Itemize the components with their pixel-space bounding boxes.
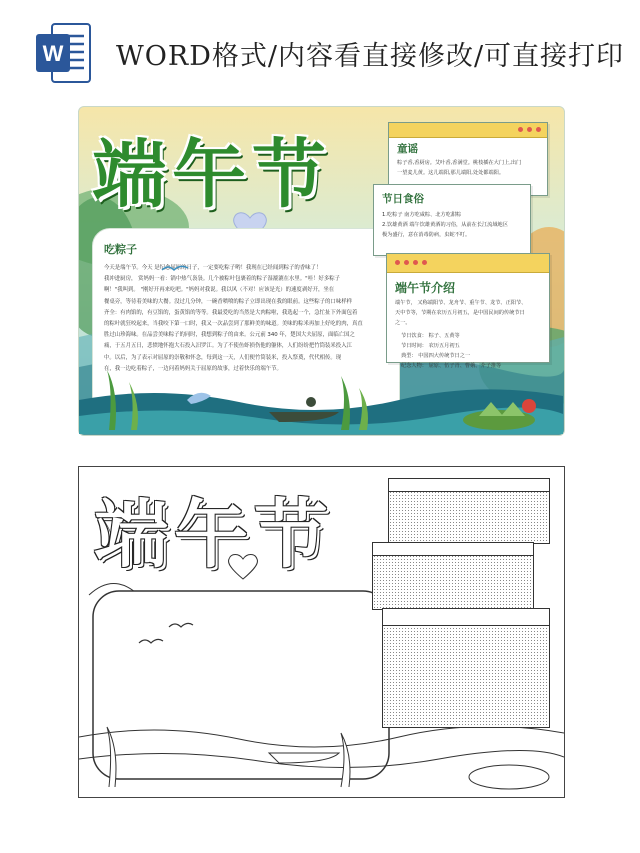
intro-title: 端午节介绍 <box>395 281 456 295</box>
food-line: 2.饮雄黄酒 端午饮雄黄酒的习俗，从前在长江流域地区 <box>382 221 508 228</box>
notepad-header-bar <box>387 254 549 273</box>
intro-line: 天中节等，节期在农历五月初五，是中国民间的传统节日 <box>395 309 525 316</box>
food-customs-notepad <box>373 184 531 256</box>
intro-fact: 节日时间： 农历五月初五 <box>401 343 460 350</box>
notepad-header-bar <box>389 123 547 138</box>
intro-line: 之一。 <box>395 319 411 326</box>
outline-title: 端午节 <box>94 492 334 578</box>
body-line: 我冲进厨房， 赏妈妈一看：锅中热气袅袅。几个被粽叶包裹着的粽子湿漉漉在水里。"哇！好多粽子 <box>104 276 340 283</box>
outline-notepad-2 <box>372 542 534 610</box>
svg-text:W: W <box>42 41 64 66</box>
body-line: 的粽叶就狂咬起来，当我咬下第一口时，我又一次品尝到了那鲜美的味道。美味的粽米再加上好吃的肉，真直 <box>104 321 363 328</box>
river-scene-illustration <box>79 330 563 434</box>
body-line: 今天是端午节。今天 是纪念屈原的日子，一定要吃粽子哟！我现在已经闻到粽子的香味了！ <box>104 265 322 271</box>
bird-icon <box>160 262 190 276</box>
intro-fact: 典型： 中国四大传统节日之一 <box>401 352 471 359</box>
food-title: 节日食俗 <box>382 193 424 205</box>
body-line: 餐桌旁，等待着美味的大餐。没过几分钟，一碗香喷喷的粽子立即出现在我的眼前。这些粽子的口味样样 <box>104 298 352 305</box>
rhyme-line: 粽子香,香厨房。艾叶香,香满堂。桃枝插在大门上,出门 <box>397 160 522 166</box>
body-line: 痛，于五月五日，悲愤地怀抱大石投入汨罗江。为了不使鱼虾损伤他的躯体，人们纷纷把竹筒装米投入江 <box>104 343 352 350</box>
main-section-title: 吃粽子 <box>104 243 137 256</box>
intro-fact: 纪念人物： 屈原、伍子胥、曹娥、介子推等 <box>401 362 502 369</box>
rhyme-title: 童谣 <box>397 143 418 155</box>
word-doc-icon <box>34 22 92 84</box>
body-line: 胜过山珍海味。在品尝美味粽子的同时，我想到粽子的由来。公元前 340 年，楚国大夫屈原，面临亡国之 <box>104 332 355 339</box>
intro-fact: 节日饮食： 粽子、五黄等 <box>401 333 460 340</box>
food-line: 极为盛行，意在消毒防病，虫蛇不叮。 <box>382 231 471 238</box>
handout-title: 端午节 <box>92 132 332 218</box>
outline-notepad-3 <box>382 608 550 728</box>
body-line: 啊！"我叫到。 "刚好开再来吃吧。"妈妈对我说。我以风（不对！应该是光）的速度剥好开，坐在 <box>104 287 335 294</box>
body-line: 中。以后，为了表示对屈原的崇敬和怀念，每到这一天，人们便竹筒装米，投入祭奠，代代相传。现 <box>104 354 342 361</box>
outline-notepad-1 <box>388 478 550 544</box>
food-line: 1.吃粽子 南方吃咸粽、北方吃甜粽 <box>382 212 462 218</box>
rhyme-line: 一望麦儿黄。这儿端阳,那儿端阳,处处都端阳。 <box>397 169 505 176</box>
intro-line: 端午节， 又称端阳节、龙舟节、重午节、龙节、正阳节、 <box>395 300 527 306</box>
page-headline: WORD格式/内容看直接修改/可直接打印 <box>116 41 625 72</box>
body-line: 齐全：有肉馅的，有豆馅的，蛋黄馅的等等。我最爱吃的当然是大肉粽啦，我选起一个，急忙扯下外面包着 <box>104 309 358 316</box>
body-line: 在，我一边吃着粽子，一边问着妈妈关于屈原的故事，过着快乐的端午节。 <box>104 365 282 372</box>
